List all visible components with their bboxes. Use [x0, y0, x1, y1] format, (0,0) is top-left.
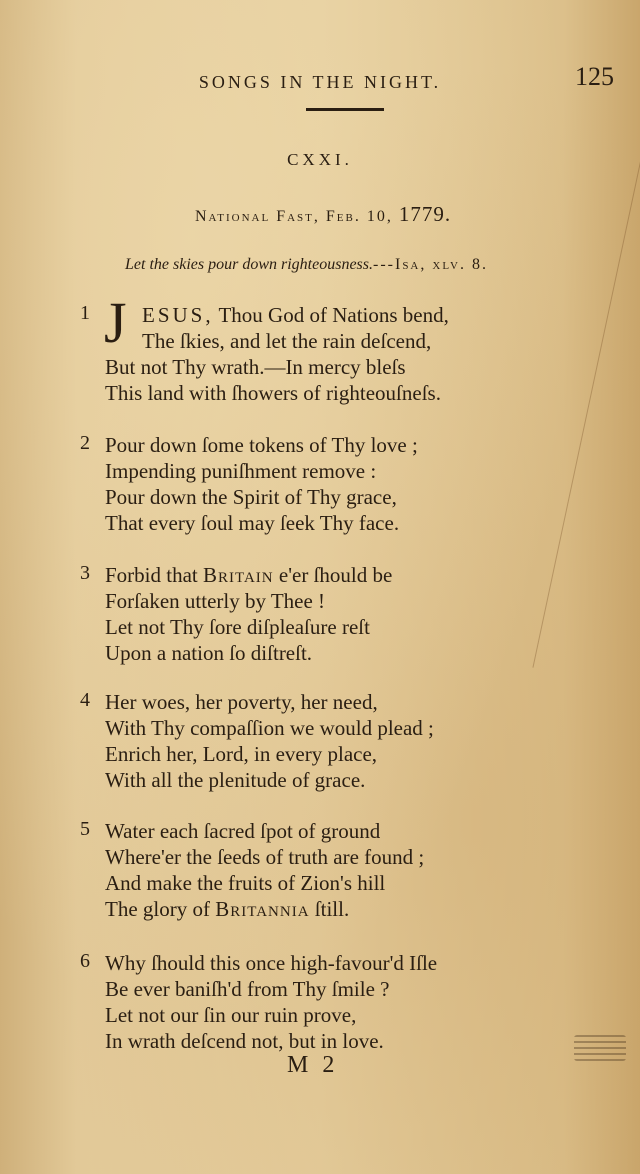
proper-name: Britain — [203, 563, 274, 587]
scripture-reference: ---Isa, xlv. 8. — [373, 256, 488, 273]
verse-line: The ſkies, and let the rain deſcend, — [142, 329, 432, 353]
occasion-line — [195, 202, 451, 227]
verse-number: 3 — [80, 562, 90, 584]
verse-number: 4 — [80, 689, 90, 711]
verse-line: That every ſoul may ſeek Thy face. — [105, 511, 400, 535]
verse-text: Forbid that — [105, 563, 203, 587]
verse-line: Let not Thy ſore diſpleaſure reſt — [105, 615, 370, 639]
drop-cap: J — [104, 290, 127, 355]
verse-line: Pour down the Spirit of Thy grace, — [105, 485, 397, 509]
verse-line — [105, 896, 349, 922]
verse-line: Where'er the ſeeds of truth are found ; — [105, 845, 425, 869]
verse-text: The glory of — [105, 897, 216, 921]
running-title: SONGS IN THE NIGHT. — [198, 72, 442, 92]
verse-line: Water each ſacred ſpot of ground — [105, 819, 381, 843]
hymn-number: CXXI. — [287, 150, 353, 169]
verse-line: With Thy compaſſion we would plead ; — [105, 716, 434, 740]
verse-text: e'er ſhould be — [273, 563, 393, 587]
proper-name: Britannia — [215, 897, 310, 921]
verse-line: In wrath deſcend not, but in love. — [105, 1029, 384, 1053]
verse-line — [105, 562, 392, 588]
verse-line: This land with ſhowers of righteouſneſs. — [105, 381, 441, 405]
verse-line: Why ſhould this once high-favour'd Iſle — [105, 951, 438, 975]
verse-number: 1 — [80, 302, 90, 324]
verse-line: Impending puniſhment remove : — [105, 459, 377, 483]
header-rule — [306, 108, 384, 111]
verse-line: Upon a nation ſo diſtreſt. — [105, 641, 313, 665]
ink-smudge — [574, 1035, 626, 1061]
scripture-epigraph — [125, 256, 488, 274]
occasion-text: National Fast, Feb. — [195, 208, 361, 225]
scripture-quote: Let the skies pour down righteousness. — [125, 256, 373, 273]
page-crease — [532, 120, 640, 680]
verse-text: ſtill. — [309, 897, 350, 921]
verse-line: Enrich her, Lord, in every place, — [105, 742, 378, 766]
verse-line: And make the fruits of Zion's hill — [105, 871, 386, 895]
verse-line: With all the plenitude of grace. — [105, 768, 366, 792]
verse-line: Her woes, her poverty, her need, — [105, 690, 378, 714]
page-number: 125 — [575, 62, 614, 91]
occasion-year: 1779. — [398, 202, 452, 226]
first-line-text: Thou God of Nations bend, — [213, 303, 449, 327]
verse-number: 5 — [80, 818, 90, 840]
verse-line: Forſaken utterly by Thee ! — [105, 589, 326, 613]
verse-number: 2 — [80, 432, 90, 454]
first-word: ESUS, — [142, 303, 214, 327]
verse-line: Pour down ſome tokens of Thy love ; — [105, 433, 418, 457]
verse-line: Be ever baniſh'd from Thy ſmile ? — [105, 977, 390, 1001]
verse-line: Let not our ſin our ruin prove, — [105, 1003, 357, 1027]
signature-mark: M 2 — [287, 1052, 339, 1078]
verse-number: 6 — [80, 950, 90, 972]
verse-line: But not Thy wrath.—In mercy bleſs — [105, 355, 406, 379]
verse-line — [142, 302, 449, 328]
occasion-day: 10, — [366, 208, 393, 225]
